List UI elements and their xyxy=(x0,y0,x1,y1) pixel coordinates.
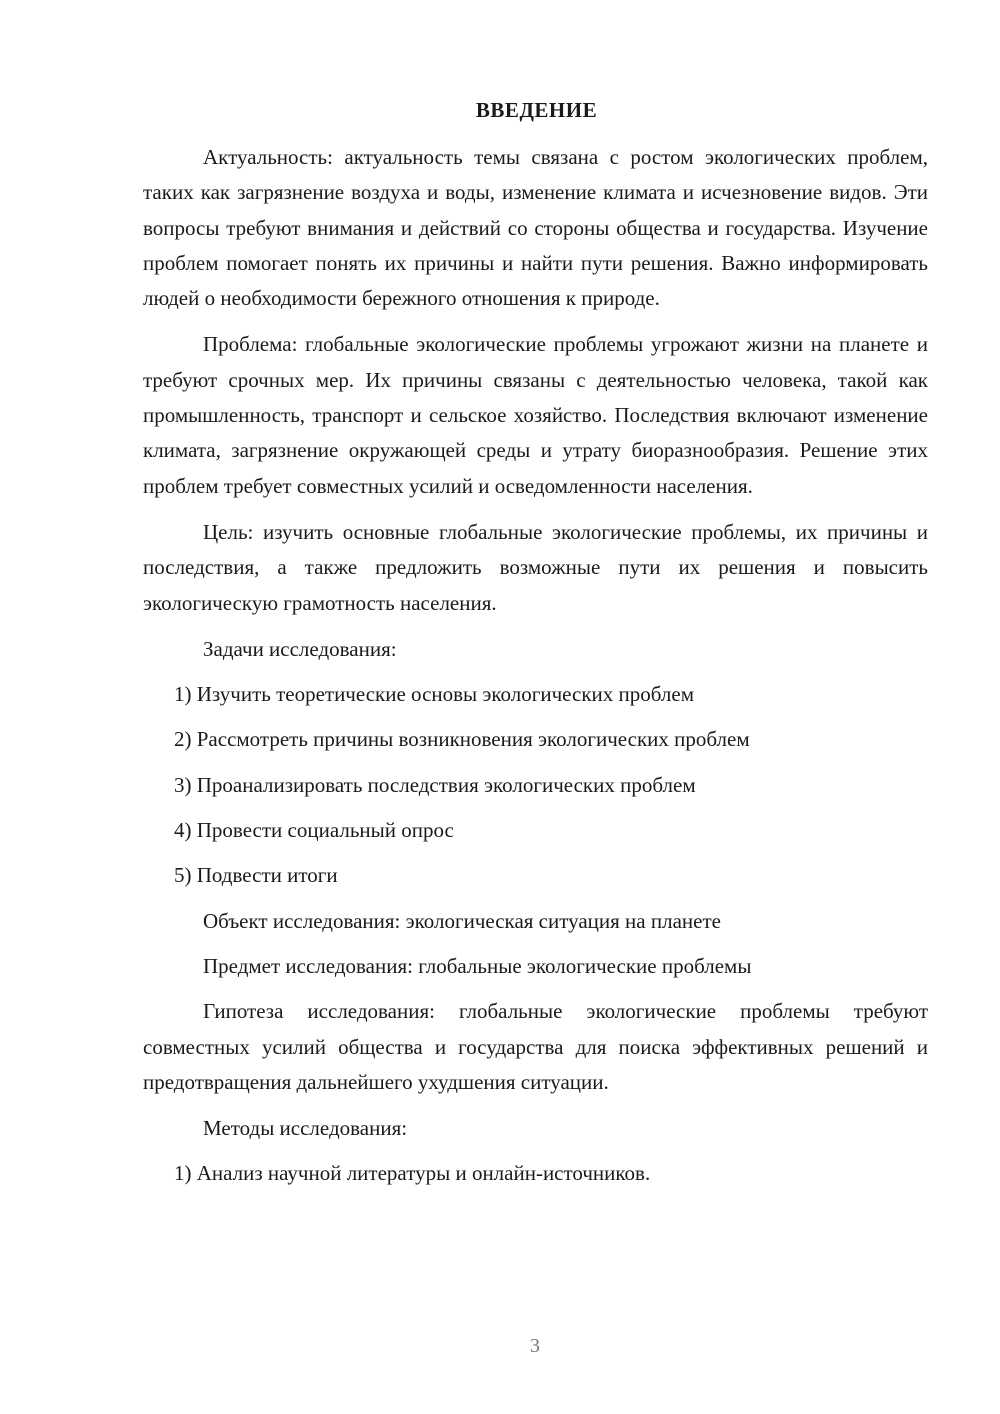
goal-paragraph: Цель: изучить основные глобальные экологические проблемы, их причины и последствия, а также предложить возможные пути их решения и повысить экологическую грамотность населения. xyxy=(143,519,928,615)
methods-title: Методы исследования: xyxy=(203,1116,408,1141)
problem-paragraph: Проблема: глобальные экологические проблемы угрожают жизни на планете и требуют срочных мер. Их причины связаны с деятельностью человека, такой как промышленность, транспорт и сельское хозяйство. Последствия включают изменение климата, загрязнение окружающей среды и утрату биоразнообразия. Решение этих проблем требует совместных усилий и осведомленности населения. xyxy=(143,332,928,498)
research-subject: Предмет исследования: глобальные экологические проблемы xyxy=(203,953,752,978)
page-content xyxy=(143,93,928,1202)
page-number: 3 xyxy=(530,1335,540,1357)
task-item: 3) Проанализировать последствия экологических проблем xyxy=(174,772,696,797)
section-heading: ВВЕДЕНИЕ xyxy=(475,98,598,122)
tasks-title: Задачи исследования: xyxy=(203,636,397,661)
relevance-paragraph: Актуальность: актуальность темы связана с ростом экологических проблем, таких как загрязнение воздуха и воды, изменение климата и исчезновение видов. Эти вопросы требуют внимания и действий со стороны общества и государства. Изучение проблем помогает понять их причины и найти пути решения. Важно информировать людей о необходимости бережного отношения к природе. xyxy=(143,145,928,311)
research-object: Объект исследования: экологическая ситуация на планете xyxy=(203,908,721,933)
task-item: 4) Провести социальный опрос xyxy=(174,818,454,843)
task-item: 5) Подвести итоги xyxy=(174,863,338,888)
hypothesis-paragraph: Гипотеза исследования: глобальные экологические проблемы требуют совместных усилий общества и государства для поиска эффективных решений и предотвращения дальнейшего ухудшения ситуации. xyxy=(143,999,928,1094)
task-item: 1) Изучить теоретические основы экологических проблем xyxy=(174,682,695,707)
method-item: 1) Анализ научной литературы и онлайн-источников. xyxy=(174,1161,651,1186)
task-item: 2) Рассмотреть причины возникновения экологических проблем xyxy=(174,727,750,752)
